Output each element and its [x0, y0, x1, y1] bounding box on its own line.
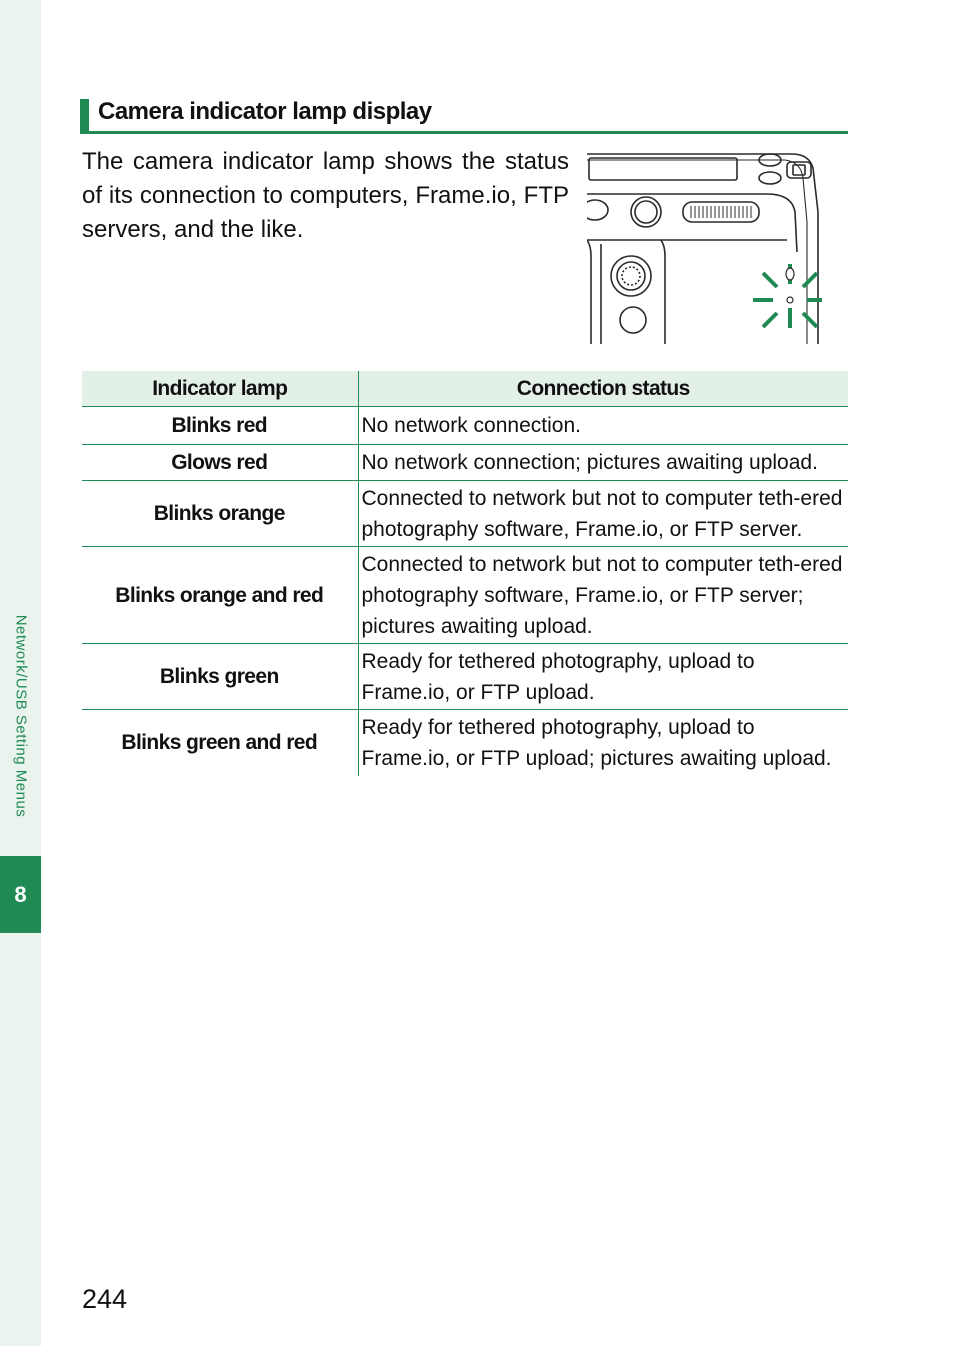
- chapter-tab[interactable]: 8: [0, 856, 41, 933]
- lamp-cell: Glows red: [82, 445, 358, 481]
- page-number: 244: [82, 1284, 128, 1314]
- lamp-cell: Blinks red: [82, 407, 358, 445]
- status-cell: Ready for tethered photography, upload to Frame.io, or FTP upload; pictures awaiting upload.: [361, 715, 832, 770]
- section-header: [80, 98, 848, 134]
- table-row: [82, 445, 848, 481]
- lamp-cell: Blinks green: [82, 644, 358, 710]
- lamp-cell: Blinks green and red: [82, 710, 358, 776]
- table-header-row: [82, 371, 848, 407]
- lamp-cell: Blinks orange: [82, 481, 358, 547]
- column-header-connection-status: Connection status: [358, 371, 848, 407]
- status-cell: No network connection; pictures awaiting upload.: [358, 445, 848, 481]
- status-cell: Ready for tethered photography, upload to Frame.io, or FTP upload.: [358, 644, 848, 710]
- table-row: [82, 407, 848, 445]
- table-row: [82, 481, 848, 547]
- column-header-indicator-lamp: Indicator lamp: [82, 371, 358, 407]
- chapter-section-label: Network/USB Setting Menus: [12, 614, 30, 818]
- section-header-bar: [80, 99, 89, 131]
- status-cell: Connected to network but not to computer teth-ered photography software, Frame.io, or FTP server; pictures awaiting upload.: [358, 547, 848, 644]
- table-row: [82, 644, 848, 710]
- status-cell: No network connection.: [358, 407, 848, 445]
- table-row: [82, 710, 848, 776]
- intro-paragraph: The camera indicator lamp shows the status of its connection to computers, Frame.io, FTP servers, and the like.: [82, 148, 569, 243]
- camera-back-illustration: [587, 152, 822, 344]
- lamp-cell: Blinks orange and red: [82, 547, 358, 644]
- table-row: [82, 547, 848, 644]
- status-cell: Connected to network but not to computer teth-ered photography software, Frame.io, or FTP server.: [358, 481, 848, 547]
- section-title: Camera indicator lamp display: [98, 98, 432, 125]
- indicator-status-table: [82, 371, 848, 776]
